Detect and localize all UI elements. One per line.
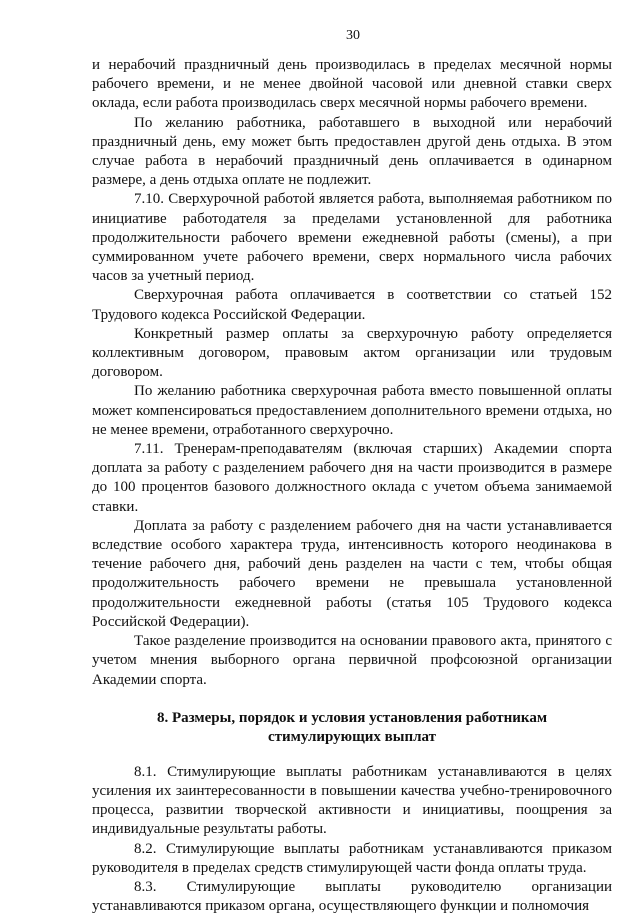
section-title-line-1: 8. Размеры, порядок и условия установления работникам	[156, 709, 548, 726]
document-body	[92, 56, 612, 916]
paragraph-7-10: 7.10. Сверхурочной работой является работа, выполняемая работником по инициативе работодателя за пределами установленной для работника продолжительности рабочего времени ежедневной работы (смены), а при суммированном учете рабочего времени, сверх нормального числа рабочих часов за учетный период.	[92, 191, 612, 285]
section-title	[92, 709, 612, 747]
paragraph-8-2: 8.2. Стимулирующие выплаты работникам устанавливаются приказом руководителя в пределах средств стимулирующей части фонда оплаты труда.	[92, 840, 612, 876]
paragraph: Сверхурочная работа оплачивается в соответствии со статьей 152 Трудового кодекса Российской Федерации.	[92, 287, 612, 323]
paragraph: Такое разделение производится на основании правового акта, принятого с учетом мнения выборного органа первичной профсоюзной организации Академии спорта.	[92, 633, 612, 688]
paragraph: По желанию работника сверхурочная работа вместо повышенной оплаты может компенсироваться предоставлением дополнительного времени отдыха, но не менее времени, отработанного сверхурочно.	[92, 383, 612, 438]
paragraph-7-11: 7.11. Тренерам-преподавателям (включая старших) Академии спорта доплата за работу с разделением рабочего дня на части производится в размере до 100 процентов базового должностного оклада с учетом объема занимаемой ставки.	[92, 441, 612, 515]
paragraph: По желанию работника, работавшего в выходной или нерабочий праздничный день, ему может быть предоставлен другой день отдыха. В этом случае работа в нерабочий праздничный день оплачивается в одинарном размере, а день отдыха оплате не подлежит.	[92, 114, 612, 189]
paragraph: Доплата за работу с разделением рабочего дня на части устанавливается вследствие особого характера труда, интенсивность которого неодинакова в течение рабочего дня, рабочий день разделен на части с тем, чтобы общая продолжительность рабочего времени не превышала установленной продолжительности ежедневной работы (статья 105 Трудового кодекса Российской Федерации).	[92, 517, 612, 630]
paragraph-8-3: 8.3. Стимулирующие выплаты руководителю организации устанавливаются приказом органа, осуществляющего функции и полномочия	[92, 878, 612, 915]
paragraph: и нерабочий праздничный день производилась в пределах месячной нормы рабочего времени, и не менее двойной часовой или дневной ставки сверх оклада, если работа производилась сверх месячной нормы рабочего времени.	[92, 57, 612, 112]
paragraph-8-1: 8.1. Стимулирующие выплаты работникам устанавливаются в целях усиления их заинтересованности в повышении качества учебно-тренировочного процесса, развитии творческой активности и инициативы, поощрения за индивидуальные результаты работы.	[92, 763, 612, 838]
paragraph: Конкретный размер оплаты за сверхурочную работу определяется коллективным договором, правовым актом организации или трудовым договором.	[92, 325, 612, 381]
page-number: 30	[346, 28, 360, 43]
section-title-line-2: стимулирующих выплат	[267, 728, 437, 745]
